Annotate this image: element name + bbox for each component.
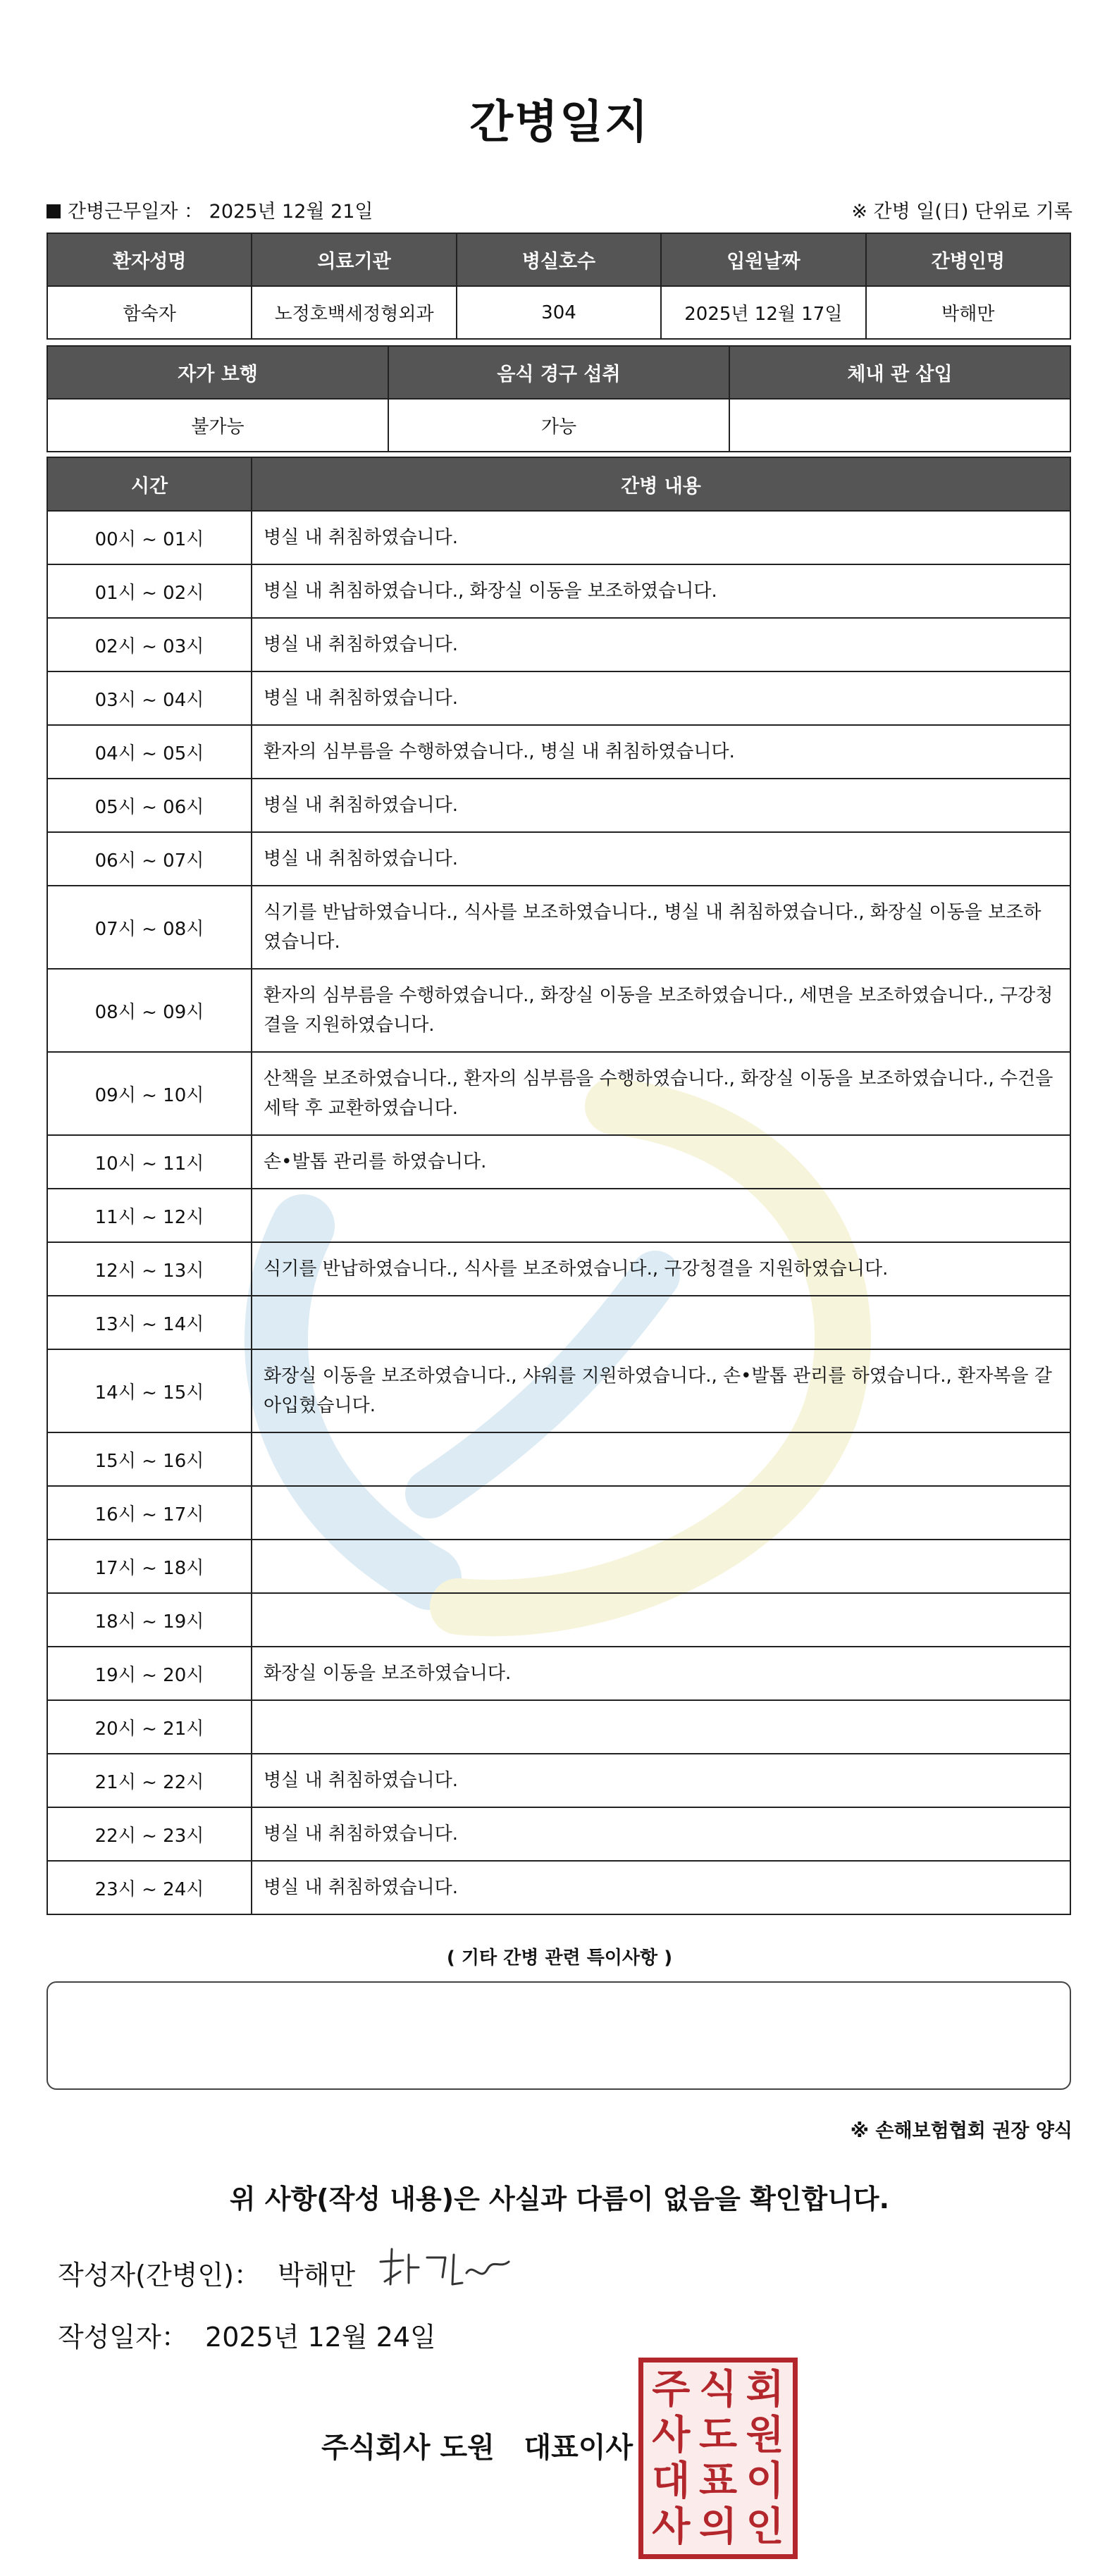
log-time: 16시 ~ 17시	[47, 1486, 252, 1540]
status-header: 체내 관 삽입	[729, 346, 1070, 399]
log-content: 병실 내 취침하였습니다., 화장실 이동을 보조하였습니다.	[252, 564, 1070, 618]
tube-insertion-status	[729, 399, 1070, 452]
walking-status: 불가능	[47, 399, 388, 452]
info-header: 환자성명	[47, 233, 252, 286]
log-content: 식기를 반납하였습니다., 식사를 보조하였습니다., 구강청결을 지원하였습니다.	[252, 1242, 1070, 1296]
log-time: 04시 ~ 05시	[47, 725, 252, 779]
log-content	[252, 1540, 1070, 1593]
company-representative: 주식회사 도원 대표이사	[321, 2432, 633, 2464]
log-content: 산책을 보조하였습니다., 환자의 심부름을 수행하였습니다., 화장실 이동을 보조하였습니다., 수건을 세탁 후 교환하였습니다.	[252, 1052, 1070, 1135]
table-row	[47, 779, 1070, 832]
info-header: 병실호수	[457, 233, 661, 286]
caregiver-name: 박해만	[866, 286, 1070, 339]
writer-line	[58, 2253, 355, 2292]
log-time: 18시 ~ 19시	[47, 1593, 252, 1647]
log-time: 10시 ~ 11시	[47, 1135, 252, 1189]
table-row	[47, 1052, 1070, 1135]
seal-char: 도	[698, 2412, 738, 2458]
patient-status-table	[47, 345, 1071, 452]
log-content	[252, 1189, 1070, 1242]
record-unit-note: ※ 간병 일(日) 단위로 기록	[851, 201, 1072, 223]
log-content: 병실 내 취침하였습니다.	[252, 511, 1070, 564]
log-content: 환자의 심부름을 수행하였습니다., 병실 내 취침하였습니다.	[252, 725, 1070, 779]
log-time: 20시 ~ 21시	[47, 1700, 252, 1754]
seal-char: 이	[746, 2458, 784, 2504]
table-row	[47, 1807, 1070, 1861]
written-date-label: 작성일자：	[58, 2322, 188, 2353]
special-notes-text	[48, 1983, 1070, 2005]
log-content: 병실 내 취침하였습니다.	[252, 832, 1070, 886]
care-log-table	[47, 457, 1071, 1915]
seal-char: 식	[698, 2366, 738, 2413]
handwritten-signature	[375, 2241, 516, 2297]
patient-name: 함숙자	[47, 286, 252, 339]
log-content: 식기를 반납하였습니다., 식사를 보조하였습니다., 병실 내 취침하였습니다., 화장실 이동을 보조하였습니다.	[252, 886, 1070, 969]
log-content: 병실 내 취침하였습니다.	[252, 1861, 1070, 1914]
seal-char: 표	[698, 2458, 738, 2504]
log-content: 병실 내 취침하였습니다.	[252, 1754, 1070, 1807]
log-time: 13시 ~ 14시	[47, 1296, 252, 1349]
company-seal	[638, 2358, 798, 2559]
table-row	[47, 511, 1070, 564]
status-header: 자가 보행	[47, 346, 388, 399]
log-time: 12시 ~ 13시	[47, 1242, 252, 1296]
info-header: 의료기관	[252, 233, 456, 286]
log-header-time: 시간	[47, 457, 252, 511]
log-time: 19시 ~ 20시	[47, 1647, 252, 1700]
table-row	[47, 671, 1070, 725]
seal-char: 대	[652, 2458, 691, 2504]
log-content: 환자의 심부름을 수행하였습니다., 화장실 이동을 보조하였습니다., 세면을 보조하였습니다., 구강청결을 지원하였습니다.	[252, 969, 1070, 1052]
log-time: 05시 ~ 06시	[47, 779, 252, 832]
page-title: 간병일지	[469, 97, 650, 149]
info-header: 간병인명	[866, 233, 1070, 286]
written-date-value: 2025년 12월 24일	[205, 2322, 436, 2353]
log-time: 15시 ~ 16시	[47, 1432, 252, 1486]
written-date-line	[58, 2315, 436, 2354]
table-row	[47, 969, 1070, 1052]
log-content: 병실 내 취침하였습니다.	[252, 671, 1070, 725]
table-row	[47, 618, 1070, 671]
seal-char: 원	[746, 2412, 784, 2458]
log-time: 17시 ~ 18시	[47, 1540, 252, 1593]
log-time: 02시 ~ 03시	[47, 618, 252, 671]
table-row	[47, 1647, 1070, 1700]
table-row	[47, 1432, 1070, 1486]
seal-char: 인	[746, 2503, 784, 2550]
log-content: 화장실 이동을 보조하였습니다.	[252, 1647, 1070, 1700]
log-time: 21시 ~ 22시	[47, 1754, 252, 1807]
log-time: 23시 ~ 24시	[47, 1861, 252, 1914]
log-content: 병실 내 취침하였습니다.	[252, 618, 1070, 671]
table-row	[47, 1700, 1070, 1754]
work-date	[47, 196, 373, 223]
room-number: 304	[457, 286, 661, 339]
log-content: 병실 내 취침하였습니다.	[252, 1807, 1070, 1861]
admission-date: 2025년 12월 17일	[661, 286, 865, 339]
log-time: 01시 ~ 02시	[47, 564, 252, 618]
table-row	[47, 886, 1070, 969]
seal-char: 사	[652, 2412, 691, 2458]
special-notes-box	[47, 1981, 1071, 2090]
hospital-name: 노정호백세정형외과	[252, 286, 456, 339]
table-row	[47, 1593, 1070, 1647]
log-content: 손•발톱 관리를 하였습니다.	[252, 1135, 1070, 1189]
seal-char: 회	[746, 2366, 784, 2413]
seal-char: 의	[698, 2503, 738, 2550]
table-row	[47, 1861, 1070, 1914]
log-time: 08시 ~ 09시	[47, 969, 252, 1052]
special-notes-title: ( 기타 간병 관련 특이사항 )	[446, 1948, 673, 1969]
work-date-value: 2025년 12월 21일	[209, 201, 373, 223]
table-row	[47, 1486, 1070, 1540]
log-time: 00시 ~ 01시	[47, 511, 252, 564]
seal-char: 사	[652, 2503, 691, 2550]
log-time: 03시 ~ 04시	[47, 671, 252, 725]
form-source-note: ※ 손해보험협회 권장 양식	[850, 2120, 1072, 2142]
work-date-label: 간병근무일자 ：	[68, 201, 204, 223]
oral-intake-status: 가능	[388, 399, 729, 452]
table-row	[47, 1242, 1070, 1296]
writer-label: 작성자(간병인)：	[58, 2260, 261, 2291]
confirmation-statement: 위 사항(작성 내용)은 사실과 다름이 없음을 확인합니다.	[229, 2184, 890, 2215]
seal-char: 주	[652, 2366, 691, 2413]
log-time: 09시 ~ 10시	[47, 1052, 252, 1135]
table-row	[47, 1540, 1070, 1593]
log-content: 화장실 이동을 보조하였습니다., 샤워를 지원하였습니다., 손•발톱 관리를 하였습니다., 환자복을 갈아입혔습니다.	[252, 1349, 1070, 1432]
table-row	[47, 725, 1070, 779]
patient-info-table	[47, 233, 1071, 340]
table-row	[47, 1349, 1070, 1432]
table-row	[47, 1754, 1070, 1807]
square-bullet-icon	[47, 204, 61, 218]
table-row	[47, 564, 1070, 618]
table-row	[47, 1135, 1070, 1189]
status-header: 음식 경구 섭취	[388, 346, 729, 399]
log-content	[252, 1486, 1070, 1540]
log-time: 22시 ~ 23시	[47, 1807, 252, 1861]
log-time: 11시 ~ 12시	[47, 1189, 252, 1242]
log-time: 07시 ~ 08시	[47, 886, 252, 969]
log-time: 14시 ~ 15시	[47, 1349, 252, 1432]
table-row	[47, 1296, 1070, 1349]
log-time: 06시 ~ 07시	[47, 832, 252, 886]
log-content	[252, 1593, 1070, 1647]
info-header: 입원날짜	[661, 233, 865, 286]
log-content: 병실 내 취침하였습니다.	[252, 779, 1070, 832]
log-content	[252, 1432, 1070, 1486]
writer-name: 박해만	[278, 2260, 356, 2291]
log-content	[252, 1700, 1070, 1754]
table-row	[47, 832, 1070, 886]
log-header-content: 간병 내용	[252, 457, 1070, 511]
log-content	[252, 1296, 1070, 1349]
table-row	[47, 1189, 1070, 1242]
